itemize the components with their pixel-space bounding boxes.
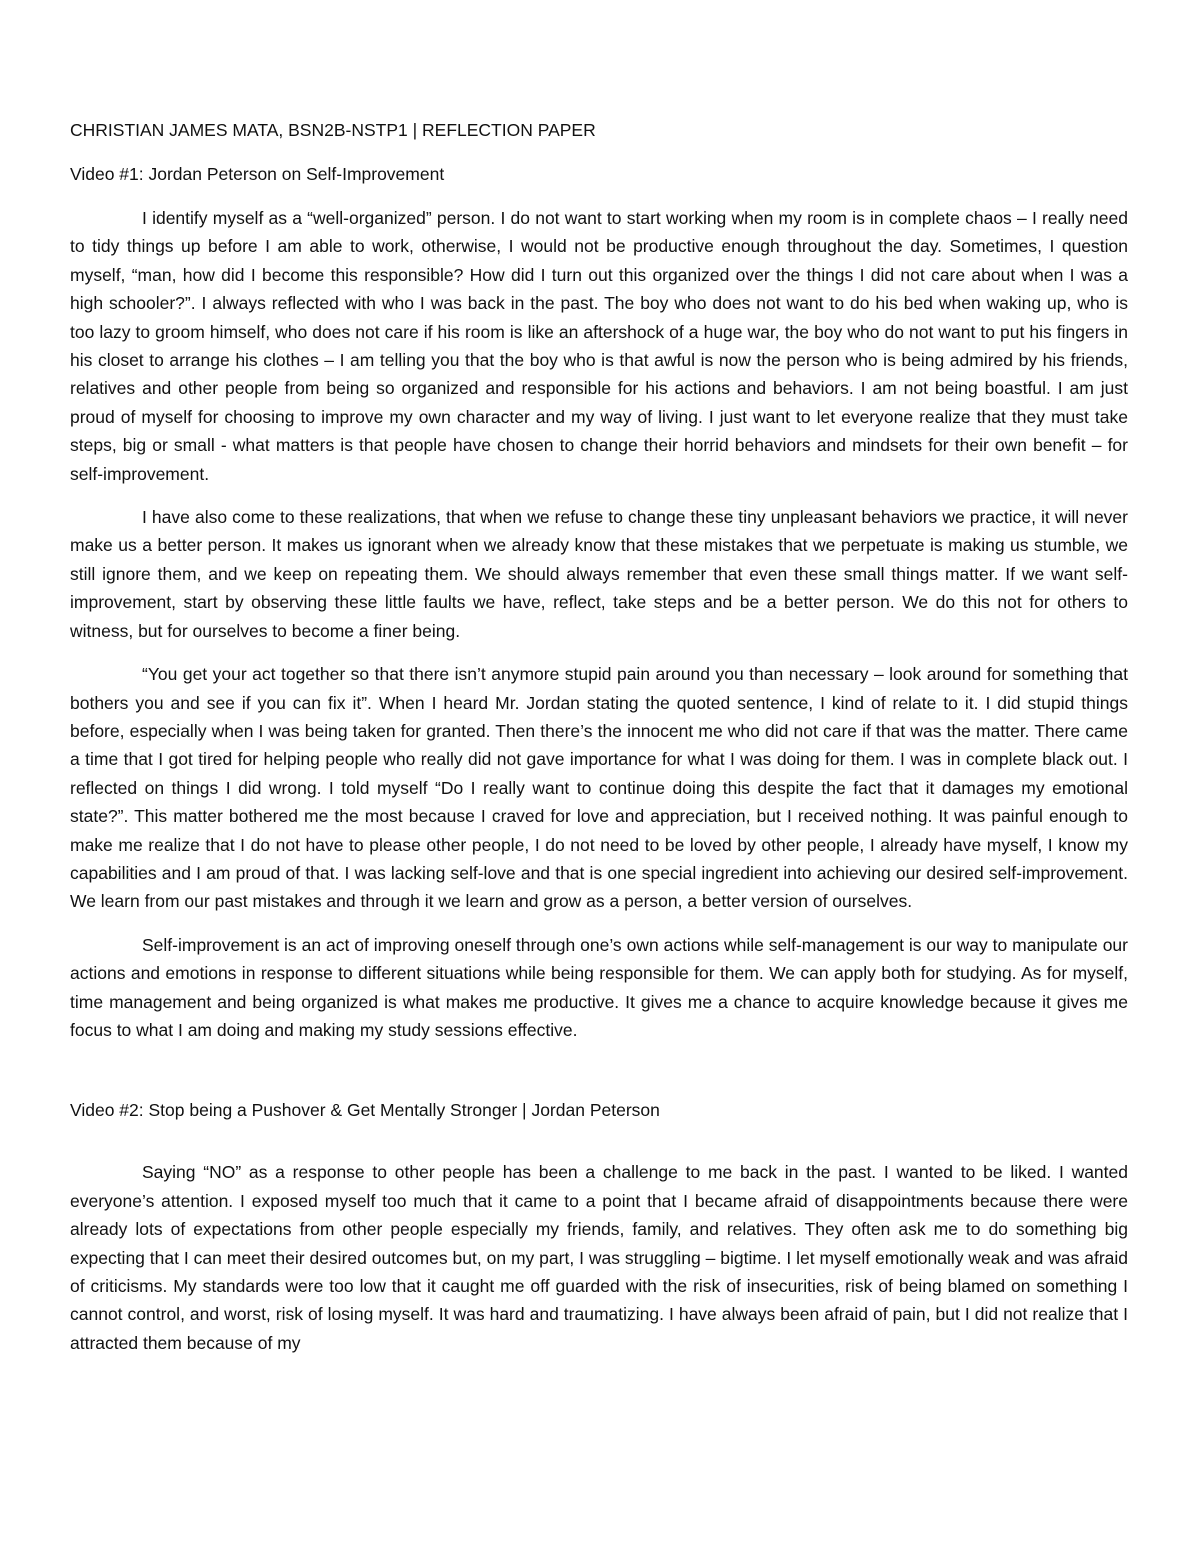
paragraph: I have also come to these realizations, that when we refuse to change these tiny unpleasant behaviors we practice, it will never make us a better person. It makes us ignorant when we already know that these mistakes that we perpetuate is making us stumble, we still ignore them, and we keep on repeating them. We should always remember that even these small things matter. If we want self-improvement, start by observing these little faults we have, reflect, take steps and be a better person. We do this not for others to witness, but for ourselves to become a finer being. [70,507,1128,641]
section-title-video-2: Video #2: Stop being a Pushover & Get Mentally Stronger | Jordan Peterson [70,1100,660,1121]
paragraph: I identify myself as a “well-organized” person. I do not want to start working when my room is in complete chaos – I really need to tidy things up before I am able to work, otherwise, I would not be productive enough throughout the day. Sometimes, I question myself, “man, how did I become this responsible? How did I turn out this organized over the things I did not care about when I was a high schooler?”. I always reflected with who I was back in the past. The boy who does not want to do his bed when waking up, who is too lazy to groom himself, who does not care if his room is like an aftershock of a huge war, the boy who do not want to put his fingers in his closet to arrange his clothes – I am telling you that the boy who is that awful is now the person who is being admired by his friends, relatives and other people from being so organized and responsible for his actions and behaviors. I am not being boastful. I am just proud of myself for choosing to improve my own character and my way of living. I just want to let everyone realize that they must take steps, big or small - what matters is that people have chosen to change their horrid behaviors and mindsets for their own benefit – for self-improvement. [70,208,1128,484]
paragraph: Self-improvement is an act of improving oneself through one’s own actions while self-management is our way to manipulate our actions and emotions in response to different situations while being responsible for them. We can apply both for studying. As for myself, time management and being organized is what makes me productive. It gives me a chance to acquire knowledge because it gives me focus to what I am doing and making my study sessions effective. [70,934,1128,1040]
section-spacer [70,1044,1128,1096]
document-header: CHRISTIAN JAMES MATA, BSN2B-NSTP1 | REFLECTION PAPER [70,120,596,140]
paragraph: Saying “NO” as a response to other people has been a challenge to me back in the past. I wanted to be liked. I wanted everyone’s attention. I exposed myself too much that it came to a point that I became afraid of disappointments because there were already lots of expectations from other people especially my friends, family, and relatives. They often ask me to do something big expecting that I can meet their desired outcomes but, on my part, I was struggling – bigtime. I let myself emotionally weak and was afraid of criticisms. My standards were too low that it caught me off guarded with the risk of insecurities, risk of being blamed on something I cannot control, and worst, risk of losing myself. It was hard and traumatizing. I have always been afraid of pain, but I did not realize that I attracted them because of my [70,1162,1128,1353]
section-title-video-1: Video #1: Jordan Peterson on Self-Improvement [70,164,445,184]
paragraph: “You get your act together so that there isn’t anymore stupid pain around you than necessary – look around for something that bothers you and see if you can fix it”. When I heard Mr. Jordan stating the quoted sentence, I kind of relate to it. I did stupid things before, especially when I was being taken for granted. Then there’s the innocent me who did not care if that was the matter. There came a time that I got tired for helping people who really did not gave importance for what I was doing for them. I was in complete black out. I reflected on things I did wrong. I told myself “Do I really want to continue doing this despite the fact that it damages my emotional state?”. This matter bothered me the most because I craved for love and appreciation, but I received nothing. It was painful enough to make me realize that I do not have to please other people, I do not need to be loved by other people, I already have myself, I know my capabilities and I am proud of that. I was lacking self-love and that is one special ingredient into achieving our desired self-improvement. We learn from our past mistakes and through it we learn and grow as a person, a better version of ourselves. [70,664,1128,912]
section-spacer [70,1124,1128,1158]
document-body [70,116,1128,1357]
